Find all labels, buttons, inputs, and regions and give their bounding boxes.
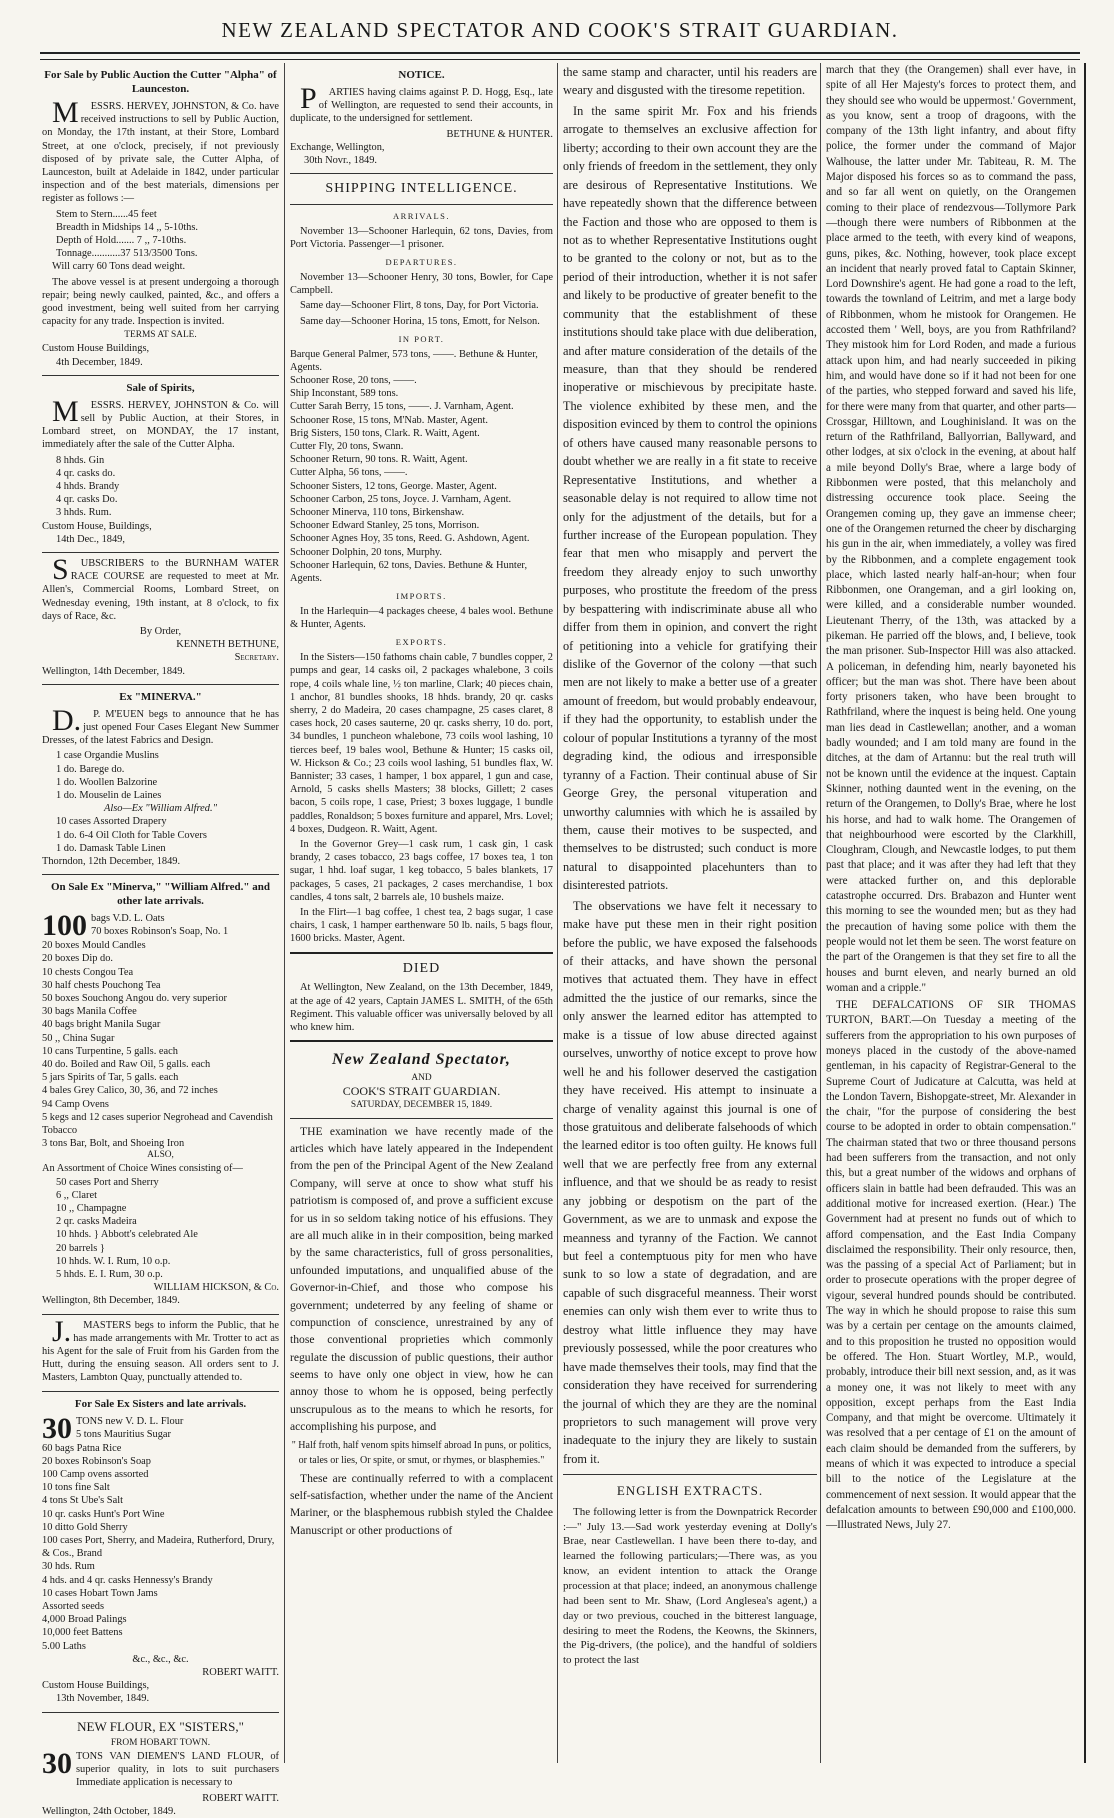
editorial-paragraph: These are continually referred to with a complacent self-satisfaction, whether under the name of the Ancient Mariner, or the blasphemous rubbish styled the Chaldee Manuscript or other productions of xyxy=(290,1471,553,1537)
shipping-entry: Schooner Sisters, 12 tons, George. Master, Agent. xyxy=(290,480,497,492)
notice xyxy=(290,69,553,167)
ad-line: 20 boxes Mould Candles xyxy=(42,940,146,952)
divider xyxy=(290,204,553,205)
ad-line: 4 bales Grey Calico, 30, 36, and 72 inches xyxy=(42,1085,218,1097)
ad-line: 6 ,, Claret xyxy=(56,1189,97,1201)
editorial-paragraph: The observations we have felt it necessary to make have put these men in their right position before the public, we have exposed the falsehoods of their attacks, and have shown the personal motives that actuated them. They have in effect admitted the the justice of our remarks, since the only answer the learned editor has attempted to make is a tissue of low abuse directed against ourselves, unworthy of notice except to prove how well he and his follower deserved the castigation they have received. His attempt to insinuate a charge of venality against this journal is one of those gratuitous and deliberate falsehoods of which the learned editor is too often guilty. He knows full well that we are perfectly free from any external influence, and that we should be as ready to resist any jobbing or despotism on the part of the Government, as we are to unmask and expose the meanness and tyranny of the Faction. We cannot but feel a contemptuous pity for men who have sunk to so low a state of degradation, and are capable of such disgraceful meanness. Their worst enemies can only wish them ever to write thus to destroy what little influence they may have previously possessed, while the poor creatures who have made themselves their tools, may find that the consideration they have received for surrendering the journal of which they are they are the nominal proprietors to such management will prove very inadequate to the injury they are likely to sustain from it. xyxy=(563,898,817,1466)
ad-line: &c., &c., &c. xyxy=(132,1653,189,1665)
ad-signature: ROBERT WAITT. xyxy=(202,1792,279,1804)
ad-line: 10 tons fine Salt xyxy=(42,1482,110,1494)
ad-race-course xyxy=(42,552,279,678)
ad-address: Custom House Buildings, xyxy=(42,343,150,355)
sub-heading: EXPORTS. xyxy=(395,637,448,648)
ad-minerva-dresses xyxy=(42,691,279,868)
divider xyxy=(563,1474,817,1475)
shipping-entry: November 13—Schooner Harlequin, 62 tons, Davies, from Port Victoria. Passenger—1 prisoner. xyxy=(290,225,553,250)
ad-line: 4 qr. casks do. xyxy=(56,467,116,479)
ad-line: 50 boxes Souchong Angou do. very superior xyxy=(42,992,227,1004)
ad-line: 4,000 Broad Palings xyxy=(42,1614,127,1626)
ad-line: 50 ,, China Sugar xyxy=(42,1032,115,1044)
shipping-entry: Cutter Alpha, 56 tons, ——. xyxy=(290,467,408,479)
ad-signature: KENNETH BETHUNE, xyxy=(176,639,279,651)
ad-line: 10 ,, Champagne xyxy=(56,1202,127,1214)
ad-date: 4th December, 1849. xyxy=(56,356,143,368)
ad-line: 20 boxes Dip do. xyxy=(42,953,113,965)
editorial-paragraph: the same stamp and character, until his readers are weary and disgusted with the tiresome repetition. xyxy=(563,65,817,98)
masthead: NEW ZEALAND SPECTATOR AND COOK'S STRAIT GUARDIAN. xyxy=(221,18,899,42)
shipping-entry: Schooner Rose, 15 tons, M'Nab. Master, Agent. xyxy=(290,414,488,426)
shipping-entry: Cutter Sarah Berry, 15 tons, ——. J. Varnham, Agent. xyxy=(290,401,514,413)
divider xyxy=(42,375,279,376)
shipping-entry: Schooner Agnes Hoy, 35 tons, Reed. G. Ashdown, Agent. xyxy=(290,533,530,545)
shipping-entry: Barque General Palmer, 573 tons, ——. Bethune & Hunter, Agents. xyxy=(290,348,538,373)
ad-role: Secretary. xyxy=(234,652,279,664)
ad-line: Stem to Stern......45 feet xyxy=(56,208,157,220)
ad-new-flour xyxy=(42,1719,279,1818)
ad-heading: For Sale by Public Auction the Cutter "Alpha" of Launceston. xyxy=(44,69,277,95)
notice-heading: NOTICE. xyxy=(398,69,445,81)
ad-heading: For Sale Ex Sisters and late arrivals. xyxy=(74,1397,247,1410)
ad-heading: On Sale Ex "Minerva," "William Alfred." and other late arrivals. xyxy=(51,881,270,908)
ad-line: 5.00 Laths xyxy=(42,1640,86,1652)
editorial-quote: " Half froth, half venom spits himself abroad In puns, or politics, or tales or lies, Or spite, or smut, or rhymes, or blasphemies." xyxy=(291,1439,552,1466)
ad-line: An Assortment of Choice Wines consisting of— xyxy=(42,1163,243,1175)
shipping-entry: Schooner Return, 90 tons. R. Waitt, Agent. xyxy=(290,454,468,466)
ad-line: 1 do. Mouselin de Laines xyxy=(56,789,162,801)
shipping-entry: Schooner Minerva, 110 tons, Birkenshaw. xyxy=(290,506,465,518)
ad-body: Will carry 60 Tons dead weight. xyxy=(52,261,186,273)
ad-date: Wellington, 14th December, 1849. xyxy=(42,665,186,677)
divider xyxy=(42,1391,279,1392)
ad-sisters-goods xyxy=(42,1398,279,1706)
shipping-entry: In the Sisters—150 fathoms chain cable, 7 bundles copper, 2 pumps and gear, 14 casks oil, 2 packages whalebone, 3 coils rope, 4 coils whale line, ½ ton marline, Clark; 40 pieces chain, 1 anchor, 81 bundles shooks, 18 hhds. brandy, 20 qr. casks sherry, 2 do Madeira, 20 cases champagne, 25 cases claret, 8 cases hock, 20 cases sauterne, 20 qr. casks sherry, 10 do. port, 34 bundles, 1 puncheon whalebone, 73 coils wool lashing, 10 tierces beef, 19 bales wool, Bethune & Hunter; 15 casks oil, W. Hickson & Co.; 23 coils wool lashing, 51 bundles flax, W. Bannister; 33 cases, 1 hamper, 1 box apparel, 1 gun and case, Arnold, 5 casks shells Masters; 38 blocks, Gillett; 2 cases bacon, 5 coils rope, 1 case, Priest; 3 boxes luggage, 1 bundle paddles, Ronaldson; 5 boxes furniture and apparel, Mrs. Lovel; 4 boxes, Dudgeon. R. Waitt, Agent. xyxy=(290,652,553,835)
ad-line: 5 jars Spirits of Tar, 5 galls. each xyxy=(42,1072,179,1084)
divider xyxy=(290,952,553,954)
ad-line: 10 cans Turpentine, 5 galls. each xyxy=(42,1045,178,1057)
ad-line: 10 ditto Gold Sherry xyxy=(42,1521,128,1533)
ad-byorder: By Order, xyxy=(139,625,182,637)
ad-line: 10 hhds. W. I. Rum, 10 o.p. xyxy=(56,1255,171,1267)
ad-line: 100 cases Port, Sherry, and Madeira, Rutherford, Drury, & Cos., Brand xyxy=(42,1534,275,1560)
section-heading: DIED xyxy=(402,960,441,976)
ad-subheading: FROM HOBART TOWN. xyxy=(110,1738,211,1749)
ad-body: J.MASTERS begs to inform the Public, that he has made arrangements with Mr. Trotter to act as his Agent for the sale of Fruit from his Garden from the Hutt, during the ensuing season. All orders sent to J. Masters, Lambton Quay, punctually attended to. xyxy=(42,1314,279,1384)
shipping-entry: In the Governor Grey—1 cask rum, 1 cask gin, 1 cask brandy, 2 cases tobacco, 23 bags coffee, 17 boxes tea, 1 ton sugar, 1 hhd. loaf sugar, 1 keg tobacco, 5 bales blankets, 17 packages, 5 cases, 21 packages, 2 cases merchandise, 1 box candles, 4 tons salt, 2 barrels ale, 10 bushels maize. xyxy=(290,838,553,903)
notice-address: Exchange, Wellington, xyxy=(290,141,385,153)
paper-and: AND xyxy=(411,1072,432,1083)
section-heading: SHIPPING INTELLIGENCE. xyxy=(325,181,518,197)
ad-hickson-goods xyxy=(42,881,279,1307)
ad-line: Assorted seeds xyxy=(42,1600,105,1612)
shipping-entry: In the Harlequin—4 packages cheese, 4 bales wool. Bethune & Hunter, Agents. xyxy=(290,605,553,631)
ad-line: 20 barrels } xyxy=(56,1242,105,1254)
died-body: At Wellington, New Zealand, on the 13th December, 1849, at the age of 42 years, Captain JAMES L. SMITH, of the 65th Regiment. This valuable officer was universally beloved by all who knew him. xyxy=(290,982,553,1033)
column-1 xyxy=(42,63,279,1817)
sub-heading: IMPORTS. xyxy=(396,591,447,602)
ad-line: 94 Camp Ovens xyxy=(42,1098,109,1110)
ad-date: Wellington, 8th December, 1849. xyxy=(42,1295,180,1307)
column-rule xyxy=(820,63,821,1763)
died-notice xyxy=(290,960,553,1035)
shipping-entry: Schooner Carbon, 25 tons, Joyce. J. Varnham, Agent. xyxy=(290,493,512,505)
ad-line: 20 boxes Robinson's Soap xyxy=(42,1455,151,1467)
divider xyxy=(290,1040,553,1042)
column-4 xyxy=(826,63,1076,1768)
ad-line: 50 cases Port and Sherry xyxy=(56,1176,159,1188)
ad-date: Thorndon, 12th December, 1849. xyxy=(42,855,181,867)
ad-line: 1 do. Damask Table Linen xyxy=(56,842,166,854)
shipping-entry: Same day—Schooner Flirt, 8 tons, Day, for Port Victoria. xyxy=(300,300,539,312)
ad-line: 10 chests Congou Tea xyxy=(42,966,134,978)
ad-line: 5 hhds. E. I. Rum, 30 o.p. xyxy=(56,1268,163,1280)
ad-line: 30 bags Manila Coffee xyxy=(42,1006,137,1018)
ad-line: 1 do. 6-4 Oil Cloth for Table Covers xyxy=(56,829,207,841)
ad-line: 60 bags Patna Rice xyxy=(42,1442,122,1454)
ad-terms: TERMS AT SALE. xyxy=(124,330,197,341)
ad-line: 10 cases Assorted Drapery xyxy=(56,816,167,828)
ad-body: MESSRS. HERVEY, JOHNSTON & Co. will sell by Public Auction, at their Stores, in Lombard street, on MONDAY, the 17 instant, immediately after the sale of the Cutter Alpha. xyxy=(42,394,279,451)
divider xyxy=(42,1314,279,1315)
ad-body: MESSRS. HERVEY, JOHNSTON, & Co. have received instructions to sell by Public Auction, on Monday, the 17th instant, at their Store, Lombard Street, at one o'clock, precisely, if not previously disposed of by private sale, the Cutter Alpha, of Launceston, built at Adelaide in 1842, under particular inspection and of the best materials, dimensions per register as follows :— xyxy=(42,95,279,205)
ad-big-number: 30 xyxy=(42,1747,72,1781)
ad-body: The above vessel is at present undergoing a thorough repair; being newly caulked, painted, &c., and offers a good investment, being well suited from her carrying capacity for any trade. Inspection is invited. xyxy=(42,276,279,328)
sub-heading: ARRIVALS. xyxy=(392,210,451,221)
sub-heading: IN PORT. xyxy=(398,333,445,344)
shipping-entry: Schooner Edward Stanley, 25 tons, Morrison. xyxy=(290,520,480,532)
ad-signature: ROBERT WAITT. xyxy=(202,1666,279,1678)
ad-address: Custom House, Buildings, xyxy=(42,520,152,532)
divider xyxy=(290,1118,553,1119)
column-rule xyxy=(284,63,285,1763)
ad-big-number: 100 xyxy=(42,909,87,943)
ad-masters-fruit xyxy=(42,1314,279,1385)
paper-date: SATURDAY, DECEMBER 15, 1849. xyxy=(350,1099,493,1110)
ad-body: D.P. M'EUEN begs to announce that he has just opened Four Cases Elegant New Summer Dresses, of the latest Fabrics and Design. xyxy=(42,703,279,747)
column-rule xyxy=(557,63,558,1763)
notice-signature: BETHUNE & HUNTER. xyxy=(446,128,553,140)
divider xyxy=(290,173,553,174)
ad-date: 14th Dec., 1849, xyxy=(56,533,125,545)
ad-line: 30 hds. Rum xyxy=(42,1561,95,1573)
ad-date: 13th November, 1849. xyxy=(56,1693,150,1705)
divider xyxy=(42,1712,279,1713)
divider xyxy=(42,552,279,553)
divider xyxy=(42,874,279,875)
ad-line: 1 do. Barege do. xyxy=(56,763,125,775)
ad-line: 10 cases Hobart Town Jams xyxy=(42,1587,158,1599)
ad-line: 10 hhds. } Abbott's celebrated Ale xyxy=(56,1229,198,1241)
ad-line: 40 bags bright Manila Sugar xyxy=(42,1019,161,1031)
paper-subtitle: COOK'S STRAIT GUARDIAN. xyxy=(342,1084,501,1099)
extract-paragraph: march that they (the Orangemen) shall ever have, in spite of all Her Majesty's forces to protect them, and they should see who would be uppermost.' Government, as you know, sent a troop of dragoons, with the company of the 13th light infantry, and about fifty police, the former under the command of Major Walhouse, the latter under Mr. Tabiteau, R. M. The Major disposed his forces so as to command the pass, and so far all went on quietly, on the Orangemen coming to their place of rendezvous—Tollymore Park—though there were numbers of Ribbonmen at the place armed to the teeth, with every kind of weapons, guns, pikes, &c. Nothing, however, took place except an incident that nearly proved fatal to Captain Skinner, Lord Downshire's agent. He had gone a road to the left, towards the townland of Leitrim, and met a large body of Ribbonmen, whom he mistook for Orangemen. He accosted them ' Well, boys, are you from Rathfriland? They mistook him for Lord Roden, and made a furious attack upon him, and had nearly succeeded in piking him, and would have done so if it had not been for one of the parties, who stepped forward and saved his life, for there were many from that quarter, and other parts—Crossgar, Hilltown, and Loughinisland. It was on the return of the Rathfriland, Ballyorrian, Ballyward, and other lodges, at six o'clock in the evening, at about half a mile beyond Dolly's Brae, where a large body of Ribbonmen were posted, that this melancholy and distressing occurence took place. Seeing the Orangemen coming up, they gave an immense cheer; one of the Orangemen returned the cheer by discharging his gun in the air, when immediately, a volley was fired by the Ribbonmen, and a complete engagement took place, which lasted nearly half-an-hour; when four Ribbonmen, one Orangeman, and a girl looking on, were killed, and a considerable number wounded. Lieutenant Therry, of the 13th, was attacked by a pikeman. He parried off the blows, and, I believe, took the man prisoner. Sub-Inspector Hill was also attacked. A policeman, in defending him, nearly bayoneted his officer; but the man was shot. There have been about forty prisoners taken, who have been brought to Rathfriland, where the inquest is being held. One young man lies dead in Castlewellan; another, and a woman badly wounded; and I am told many are found in the ditches, at the dam of Artannu: but the real truth will not be known until the evidence at the inquest. Captain Skinner, nothing daunted went in the evening, on the return of the Orangemen, to Dolly's Brae, where he lost his horse, and had to walk home. The Orangemen of that neighbourhood were escorted by the Clarkhill, Cloughram, Clough, and Newcastle lodges, to put them past that place; and it was after they had left that they were attacked further on, and this deplorable catastrophe occurred. Drs. Brabazon and Hunter went this morning to see the wounded men; but as they had the precaution of having some police with them the people would not let them be seen. The worst feature on the part of the Orangemen is that they set fire to all the houses and burnt eleven, and nearly burned an old woman and a cripple." xyxy=(826,64,1076,994)
column-2 xyxy=(290,63,553,1768)
editorial-paragraph: In the same spirit Mr. Fox and his friends arrogate to themselves an exclusive affection for liberty; according to their own account they are the only friends of freedom in the settlement, they only are desirous of Representative Institutions. We have repeatedly shown that the difference between the Faction and those who are opposed to them is not as to whether Representative Institutions ought to be granted to the colony or not, but as to the period of their introduction, whether it is not safer and likely to be productive of greater benefit to the community that the establishment of these institutions should take place with due deliberation, and after mature consideration of the details of the measure, than that they should be rendered inoperative or mischievous by precipitate haste. The violence exhibited by these men, and the disposition evinced by them to control the opinions of others have caused many reasonable persons to doubt whether we are really in a fit state to receive Representative Institutions, and whether a seasonable delay is not required to allow time not only for the adjustment of the details, but for a further increase of the European population. They fear that men who misapply and pervert the freedom they already enjoy to such unworthy purposes, who prostitute the freedom of the press by bespattering with indiscriminate abuse all who differ from them in opinion, and convert the right of petitioning into a vehicle for gratifying their dislike of the Governor of the colony —that such men are not likely to make a better use of a greater amount of freedom, but would probably endeavour, if they had the opportunity, to establish under the colour of popular Institutions a tyranny of the most degrading kind, the odious and irresponsible tyranny of a Faction. Their continual abuse of Sir George Grey, the personal vituperation and unworthy calumnies with which he is assailed by them, cause their motives to be suspected, and themselves to be distrusted; such conduct is more natural to disappointed placehunters than to disinterested patriots. xyxy=(563,103,817,893)
ad-line: 100 Camp ovens assorted xyxy=(42,1468,149,1480)
ad-big-number: 30 xyxy=(42,1411,72,1445)
ad-line: 4 hhds. Brandy xyxy=(56,480,120,492)
ad-body: SUBSCRIBERS to the BURNHAM WATER RACE COURSE are requested to meet at Mr. Allen's, Commercial Rooms, Lombard Street, on Wednesday evening, 19th instant, at 8 o'clock, to fix days of Race, &c. xyxy=(42,552,279,622)
shipping-entry: In the Flirt—1 bag coffee, 1 chest tea, 2 bags sugar, 1 case chairs, 1 cask, 1 hamper earthenware 50 lb. nails, 5 bags flour, 1600 bricks. Master, Agent. xyxy=(290,907,553,945)
ad-line: 3 tons Bar, Bolt, and Shoeing Iron xyxy=(42,1138,185,1150)
sub-heading: DEPARTURES. xyxy=(385,257,458,268)
ad-line: 4 tons St Ube's Salt xyxy=(42,1495,123,1507)
ad-line: 5 tons Mauritius Sugar xyxy=(76,1428,171,1440)
notice-date: 30th Novr., 1849. xyxy=(304,154,378,166)
ad-line: 1 do. Woollen Balzorine xyxy=(56,776,158,788)
ad-heading: Ex "MINERVA." xyxy=(119,690,202,703)
ad-line: Depth of Hold....... 7 ,, 7-10ths. xyxy=(56,234,187,246)
paper-title: New Zealand Spectator, xyxy=(332,1051,511,1069)
ad-line: 40 do. Boiled and Raw Oil, 5 galls. each xyxy=(42,1058,211,1070)
ad-line: Tonnage...........37 513/3500 Tons. xyxy=(56,248,198,260)
masthead-rule xyxy=(40,52,1080,60)
editorial xyxy=(290,1123,553,1540)
ad-date: Wellington, 24th October, 1849. xyxy=(42,1805,176,1817)
ad-line: 5 kegs and 12 cases superior Negrohead and Cavendish Tobacco xyxy=(42,1111,273,1136)
page-edge-rule xyxy=(1084,63,1086,1763)
ad-address: Custom House Buildings, xyxy=(42,1680,150,1692)
extract-paragraph: THE DEFALCATIONS OF SIR THOMAS TURTON, BART.—On Tuesday a meeting of the sufferers from the appropriation to his own purposes of moneys placed in the custody of the above-named gentleman, in his capacity of Registrar-General to the Supreme Court of Judicature at Calcutta, was held at the London Tavern, Bishopgate-street, Mr. Alexander in the chair, "for the purpose of considering the best course to be adopted in order to obtain compensation." The chairman stated that two or three thousand persons had been sufferers from the transaction, and not only this, but a great number of the widows and orphans of officers slain in battle had been defrauded. This was an additional motive for increased exertion. (Hear.) The Government had at present no funds out of which to afford compensation, and the East India Company disclaimed the responsibility. Their only resource, then, was the passing of a special Act of Parliament; but in order to prosecute operations with the proper degree of vigour, several hundred pounds should be contributed. The way in which he should propose to raise this sum was by a certain per centage on the amounts claimed, and to this proposition he trusted no opposition would be offered. The Hon. Stuart Wortley, M.P., would, probably, introduce their bill next session, and, as it was a money one, it was not likely to meet with any opposition, except perhaps from the East India Company, and that might be overcome. Ultimately it was resolved that a per centage of £1 on the amount of each claim should be demanded from the sufferers, by means of which it was expected to introduce a special bill to the notice of the Legislature at the commencement of next session. It would appear that the defalcation amounts to between £90,000 and £100,000.—Illustrated News, July 27. xyxy=(826,999,1076,1532)
ad-line: 1 case Organdie Muslins xyxy=(56,750,159,762)
ad-signature: WILLIAM HICKSON, & Co. xyxy=(153,1282,279,1294)
ad-body: TONS VAN DIEMEN'S LAND FLOUR, of superior quality, in lots to suit purchasers Immediate application is necessary to xyxy=(76,1751,279,1789)
ad-line: Breadth in Midships 14 ,, 5-10ths. xyxy=(56,221,199,233)
ad-line: bags V.D. L. Oats xyxy=(91,913,165,925)
ad-line: 70 boxes Robinson's Soap, No. 1 xyxy=(91,926,229,938)
shipping-entry: Schooner Dolphin, 20 tons, Murphy. xyxy=(290,546,443,558)
section-heading: ENGLISH EXTRACTS. xyxy=(616,1483,764,1499)
ad-line: TONS new V. D. L. Flour xyxy=(76,1415,184,1427)
ad-also: Also—Ex "William Alfred." xyxy=(104,803,217,815)
editorial-paragraph: THE examination we have recently made of the articles which have lately appeared in the Independent from the pen of the Principal Agent of the New Zealand Company, will serve at once to show what stuff his patriotism is composed of, and prove a sufficient excuse for us in so seldom taking notice of his effusions. They are all much alike in in their composition, being marked by the same characteristics, full of gross personalities, unfounded imputations, and unqualified abuse of the Governor-in-Chief, and those who compose his government; undeterred by any feeling of shame or compunction of conscience, unrestrained by any of those conventional proprieties which commonly regulate the discussion of public questions, their author seems to have only one object in view, how he can annoy those to whom he is opposed, being perfectly unscrupulous as to the means to which he resorts, for accomplishing his purpose, and xyxy=(290,1124,553,1434)
ad-heading: NEW FLOUR, EX "SISTERS," xyxy=(77,1718,244,1734)
shipping-intelligence xyxy=(290,180,553,945)
shipping-entry: Ship Inconstant, 589 tons. xyxy=(290,388,399,400)
ad-sale-of-spirits xyxy=(42,382,279,546)
shipping-entry: Brig Sisters, 150 tons, Clark. R. Waitt, Agent. xyxy=(290,427,480,439)
notice-body: PARTIES having claims against P. D. Hogg, Esq., late of Wellington, are requested to send their accounts, in duplicate, to the undersigned for settlement. xyxy=(290,81,553,125)
ad-also: ALSO, xyxy=(147,1150,174,1161)
divider xyxy=(42,684,279,685)
ad-line: 10 qr. casks Hunt's Port Wine xyxy=(42,1508,165,1520)
ad-line: 2 qr. casks Madeira xyxy=(56,1216,137,1228)
ad-line: 10,000 feet Battens xyxy=(42,1627,123,1639)
ad-line: 3 hhds. Rum. xyxy=(56,507,112,519)
shipping-entry: Schooner Harlequin, 62 tons, Davies. Bethune & Hunter, Agents. xyxy=(290,559,528,584)
shipping-entry: Same day—Schooner Horina, 15 tons, Emott, for Nelson. xyxy=(300,315,540,327)
ad-heading: Sale of Spirits, xyxy=(126,381,195,394)
ad-line: 4 qr. casks Do. xyxy=(56,494,118,506)
extract-paragraph: The following letter is from the Downpatrick Recorder :—" July 13.—Sad work yesterday evening at Dolly's Brae, near Castlewellan. I have been there to-day, and learned the following particulars;—There was, as you know, an evident intention to attack the Orange procession at that place; indeed, an anonymous challenge had been sent to Mr. Shaw, (Lord Anglesea's agent,) a day or two previous, couched in the bitterest language, desiring to meet the Rodens, the Keowns, the Skinners, the Pig-drivers, (the police), and the handful of soldiers to protect the last xyxy=(563,1505,817,1667)
column-3 xyxy=(563,63,817,1768)
ad-line: 30 half chests Pouchong Tea xyxy=(42,979,161,991)
shipping-entry: Cutter Fly, 20 tons, Swann. xyxy=(290,440,404,452)
paper-title-block xyxy=(290,1050,553,1111)
shipping-entry: November 13—Schooner Henry, 30 tons, Bowler, for Cape Campbell. xyxy=(290,271,553,297)
ad-line: 8 hhds. Gin xyxy=(56,454,105,466)
ad-cutter-alpha xyxy=(42,69,279,369)
ad-line: 4 hds. and 4 qr. casks Hennessy's Brandy xyxy=(42,1574,213,1586)
shipping-entry: Schooner Rose, 20 tons, ——. xyxy=(290,374,417,386)
